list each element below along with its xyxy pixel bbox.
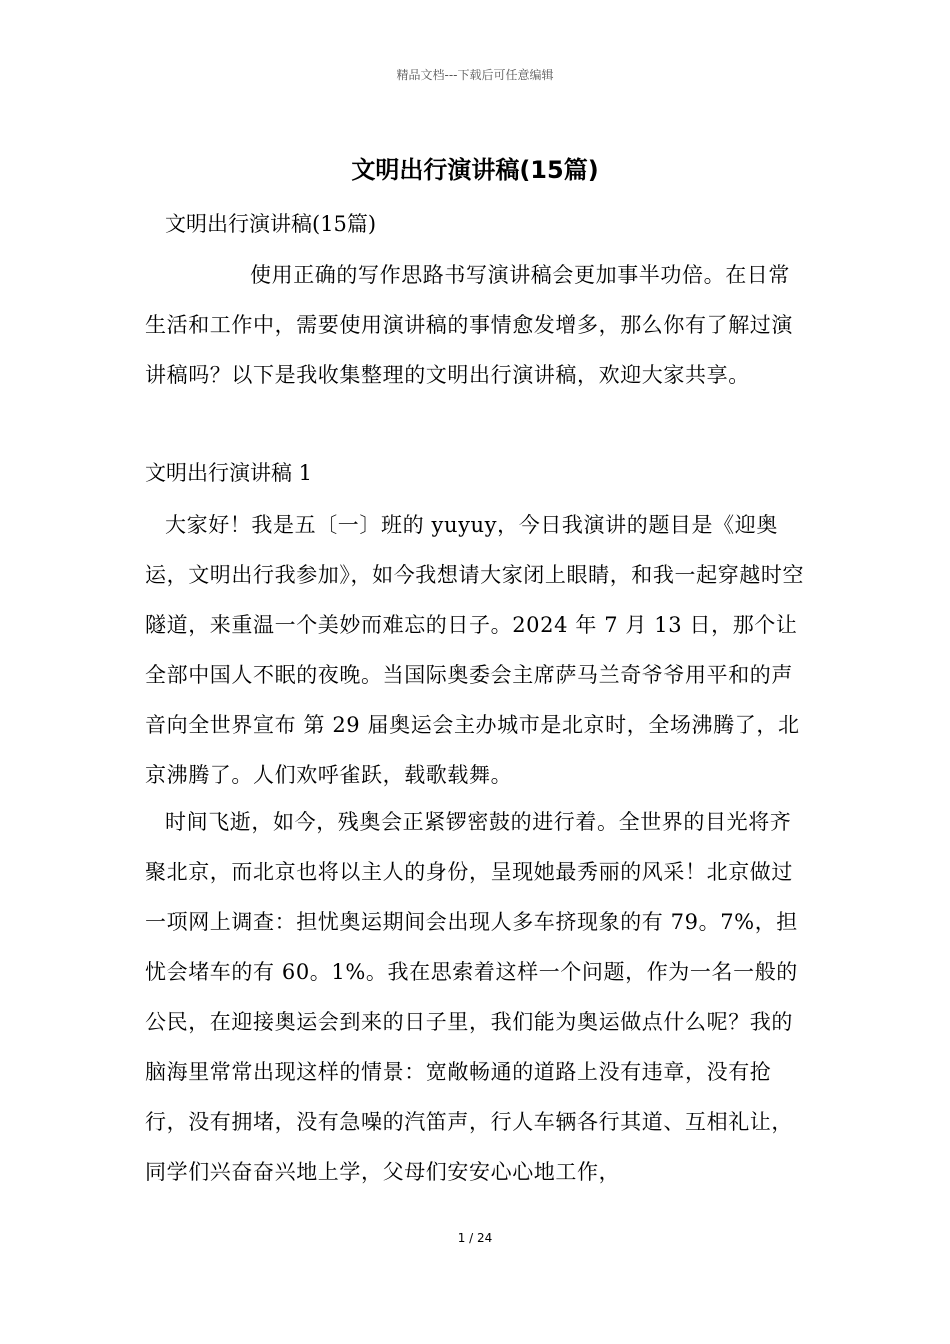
intro-paragraph: 使用正确的写作思路书写演讲稿会更加事半功倍。在日常生活和工作中，需要使用演讲稿的事情愈发增多，那么你有了解过演讲稿吗？以下是我收集整理的文明出行演讲稿，欢迎大家共享。 bbox=[145, 263, 793, 387]
page-number: 1 / 24 bbox=[457, 1231, 493, 1245]
body-paragraph-1: 大家好！我是五〔一〕班的 yuyuy，今日我演讲的题目是《迎奥运，文明出行我参加》，如今我想请大家闭上眼睛，和我一起穿越时空隧道，来重温一个美妙而难忘的日子。2024 年 7 月 13 日，那个让全部中国人不眠的夜晚。当国际奥委会主席萨马兰奇爷爷用平和的声音向全世界宣布 第 29 届奥运会主办城市是北京时，全场沸腾了，北京沸腾了。人们欢呼雀跃，载歌载舞。 bbox=[145, 513, 805, 787]
body-paragraph-2: 时间飞逝，如今，残奥会正紧锣密鼓的进行着。全世界的目光将齐聚北京，而北京也将以主人的身份，呈现她最秀丽的风采！北京做过一项网上调查：担忧奥运期间会出现人多车挤现象的有 79。7%，担忧会堵车的有 60。1%。我在思索着这样一个问题，作为一名一般的公民，在迎接奥运会到来的日子里，我们能为奥运做点什么呢？我的脑海里常常出现这样的情景：宽敞畅通的道路上没有违章，没有抢行，没有拥堵，没有急噪的汽笛声，行人车辆各行其道、互相礼让，同学们兴奋奋兴地上学，父母们安安心心地工作， bbox=[145, 810, 798, 1184]
header-note: 精品文档---下载后可任意编辑 bbox=[396, 68, 554, 82]
document-subtitle: 文明出行演讲稿(15篇) bbox=[165, 212, 377, 236]
document-title: 文明出行演讲稿(15篇) bbox=[351, 156, 599, 184]
section-heading: 文明出行演讲稿 1 bbox=[145, 461, 313, 485]
